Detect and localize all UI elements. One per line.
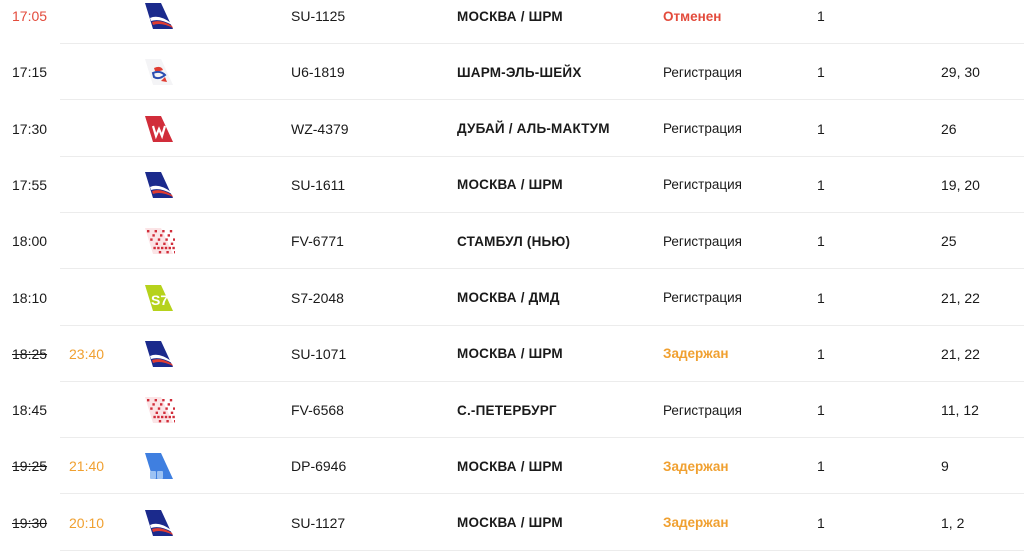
flight-number[interactable]: SU-1071 xyxy=(291,345,347,362)
new-time: 20:10 xyxy=(69,514,105,531)
terminal: 1 xyxy=(817,120,825,137)
airline-logo xyxy=(141,382,177,438)
checkin-desks: 1, 2 xyxy=(941,514,965,531)
scheduled-time: 18:45 xyxy=(12,402,48,419)
terminal: 1 xyxy=(817,514,825,531)
destination: МОСКВА / ШРМ xyxy=(457,177,563,193)
flight-row[interactable] xyxy=(0,382,1024,438)
destination: СТАМБУЛ (НЬЮ) xyxy=(457,233,571,249)
destination: С.-ПЕТЕРБУРГ xyxy=(457,402,557,418)
terminal: 1 xyxy=(817,345,825,362)
checkin-desks: 26 xyxy=(941,120,957,137)
flight-number[interactable]: DP-6946 xyxy=(291,458,347,475)
destination: МОСКВА / ШРМ xyxy=(457,458,563,474)
flight-number[interactable]: SU-1611 xyxy=(291,176,346,193)
airline-logo xyxy=(141,101,177,157)
aeroflot-logo-icon xyxy=(141,170,175,200)
airline-logo xyxy=(141,326,177,382)
destination: ШАРМ-ЭЛЬ-ШЕЙХ xyxy=(457,64,582,80)
new-time: 21:40 xyxy=(69,458,105,475)
terminal: 1 xyxy=(817,233,825,250)
flight-number[interactable]: FV-6568 xyxy=(291,402,344,419)
flight-row[interactable] xyxy=(0,438,1024,494)
flight-number[interactable]: SU-1125 xyxy=(291,8,346,24)
flight-status: Регистрация xyxy=(663,64,742,80)
flight-row[interactable] xyxy=(0,101,1024,157)
destination: МОСКВА / ШРМ xyxy=(457,515,563,531)
scheduled-time: 17:55 xyxy=(12,176,48,193)
new-time xyxy=(69,101,129,157)
new-time: 23:40 xyxy=(69,345,105,362)
flight-status: Отменен xyxy=(663,8,722,24)
terminal: 1 xyxy=(817,402,825,419)
terminal: 1 xyxy=(817,176,825,193)
flight-status: Регистрация xyxy=(663,121,742,137)
flight-number[interactable]: FV-6771 xyxy=(291,233,344,250)
airline-logo xyxy=(141,495,177,551)
destination: ДУБАЙ / АЛЬ-МАКТУМ xyxy=(457,121,610,137)
flight-row[interactable] xyxy=(0,157,1024,213)
new-time xyxy=(69,270,129,326)
destination: МОСКВА / ШРМ xyxy=(457,8,563,24)
checkin-desks: 21, 22 xyxy=(941,345,980,362)
terminal: 1 xyxy=(817,289,825,306)
aeroflot-logo-icon xyxy=(141,508,175,538)
checkin-desks: 25 xyxy=(941,233,957,250)
scheduled-time: 17:05 xyxy=(12,8,48,24)
flight-row[interactable] xyxy=(0,0,1024,44)
terminal: 1 xyxy=(817,64,825,81)
terminal: 1 xyxy=(817,8,825,24)
scheduled-time: 17:30 xyxy=(12,120,48,137)
svg-text:S7: S7 xyxy=(151,291,169,308)
terminal: 1 xyxy=(817,458,825,475)
flight-number[interactable]: SU-1127 xyxy=(291,514,346,531)
airline-logo xyxy=(141,438,177,494)
flight-row[interactable] xyxy=(0,326,1024,382)
flight-row[interactable] xyxy=(0,44,1024,100)
checkin-desks: 29, 30 xyxy=(941,64,980,81)
rossiya-logo-icon xyxy=(141,395,175,425)
flight-status: Задержан xyxy=(663,458,729,474)
scheduled-time: 17:15 xyxy=(12,64,48,81)
new-time xyxy=(69,213,129,269)
checkin-desks: 19, 20 xyxy=(941,176,980,193)
checkin-desks: 21, 22 xyxy=(941,289,980,306)
new-time xyxy=(69,0,129,44)
pobeda-logo-icon xyxy=(141,451,175,481)
s7-logo-icon xyxy=(141,283,175,313)
flight-number[interactable]: S7-2048 xyxy=(291,289,344,306)
airline-logo xyxy=(141,213,177,269)
flight-row[interactable] xyxy=(0,270,1024,326)
checkin-desks: 11, 12 xyxy=(941,402,979,419)
new-time xyxy=(69,382,129,438)
destination: МОСКВА / ДМД xyxy=(457,290,560,305)
new-time xyxy=(69,44,129,100)
flight-status: Задержан xyxy=(663,346,729,362)
rossiya-logo-icon xyxy=(141,226,175,256)
flight-number[interactable]: U6-1819 xyxy=(291,64,345,81)
flight-status: Регистрация xyxy=(663,177,742,193)
airline-logo xyxy=(141,44,177,100)
flight-number[interactable]: WZ-4379 xyxy=(291,120,349,137)
scheduled-time: 18:10 xyxy=(12,289,48,306)
checkin-desks: 9 xyxy=(941,458,949,475)
flight-status: Задержан xyxy=(663,515,729,531)
checkin-desks xyxy=(941,0,1021,44)
scheduled-time: 18:25 xyxy=(12,345,48,362)
flight-row[interactable] xyxy=(0,213,1024,269)
scheduled-time: 19:25 xyxy=(12,458,48,475)
flight-status: Регистрация xyxy=(663,290,742,305)
ural-airlines-logo-icon xyxy=(141,57,175,87)
aeroflot-logo-icon xyxy=(141,1,175,31)
scheduled-time: 18:00 xyxy=(12,233,48,250)
flight-status: Регистрация xyxy=(663,402,742,418)
wizz-logo-icon xyxy=(141,114,175,144)
new-time xyxy=(69,157,129,213)
airline-logo xyxy=(141,0,177,44)
aeroflot-logo-icon xyxy=(141,339,175,369)
flight-row[interactable] xyxy=(0,495,1024,551)
flight-status: Регистрация xyxy=(663,233,742,249)
scheduled-time: 19:30 xyxy=(12,514,48,531)
destination: МОСКВА / ШРМ xyxy=(457,346,563,362)
airline-logo xyxy=(141,270,177,326)
airline-logo xyxy=(141,157,177,213)
